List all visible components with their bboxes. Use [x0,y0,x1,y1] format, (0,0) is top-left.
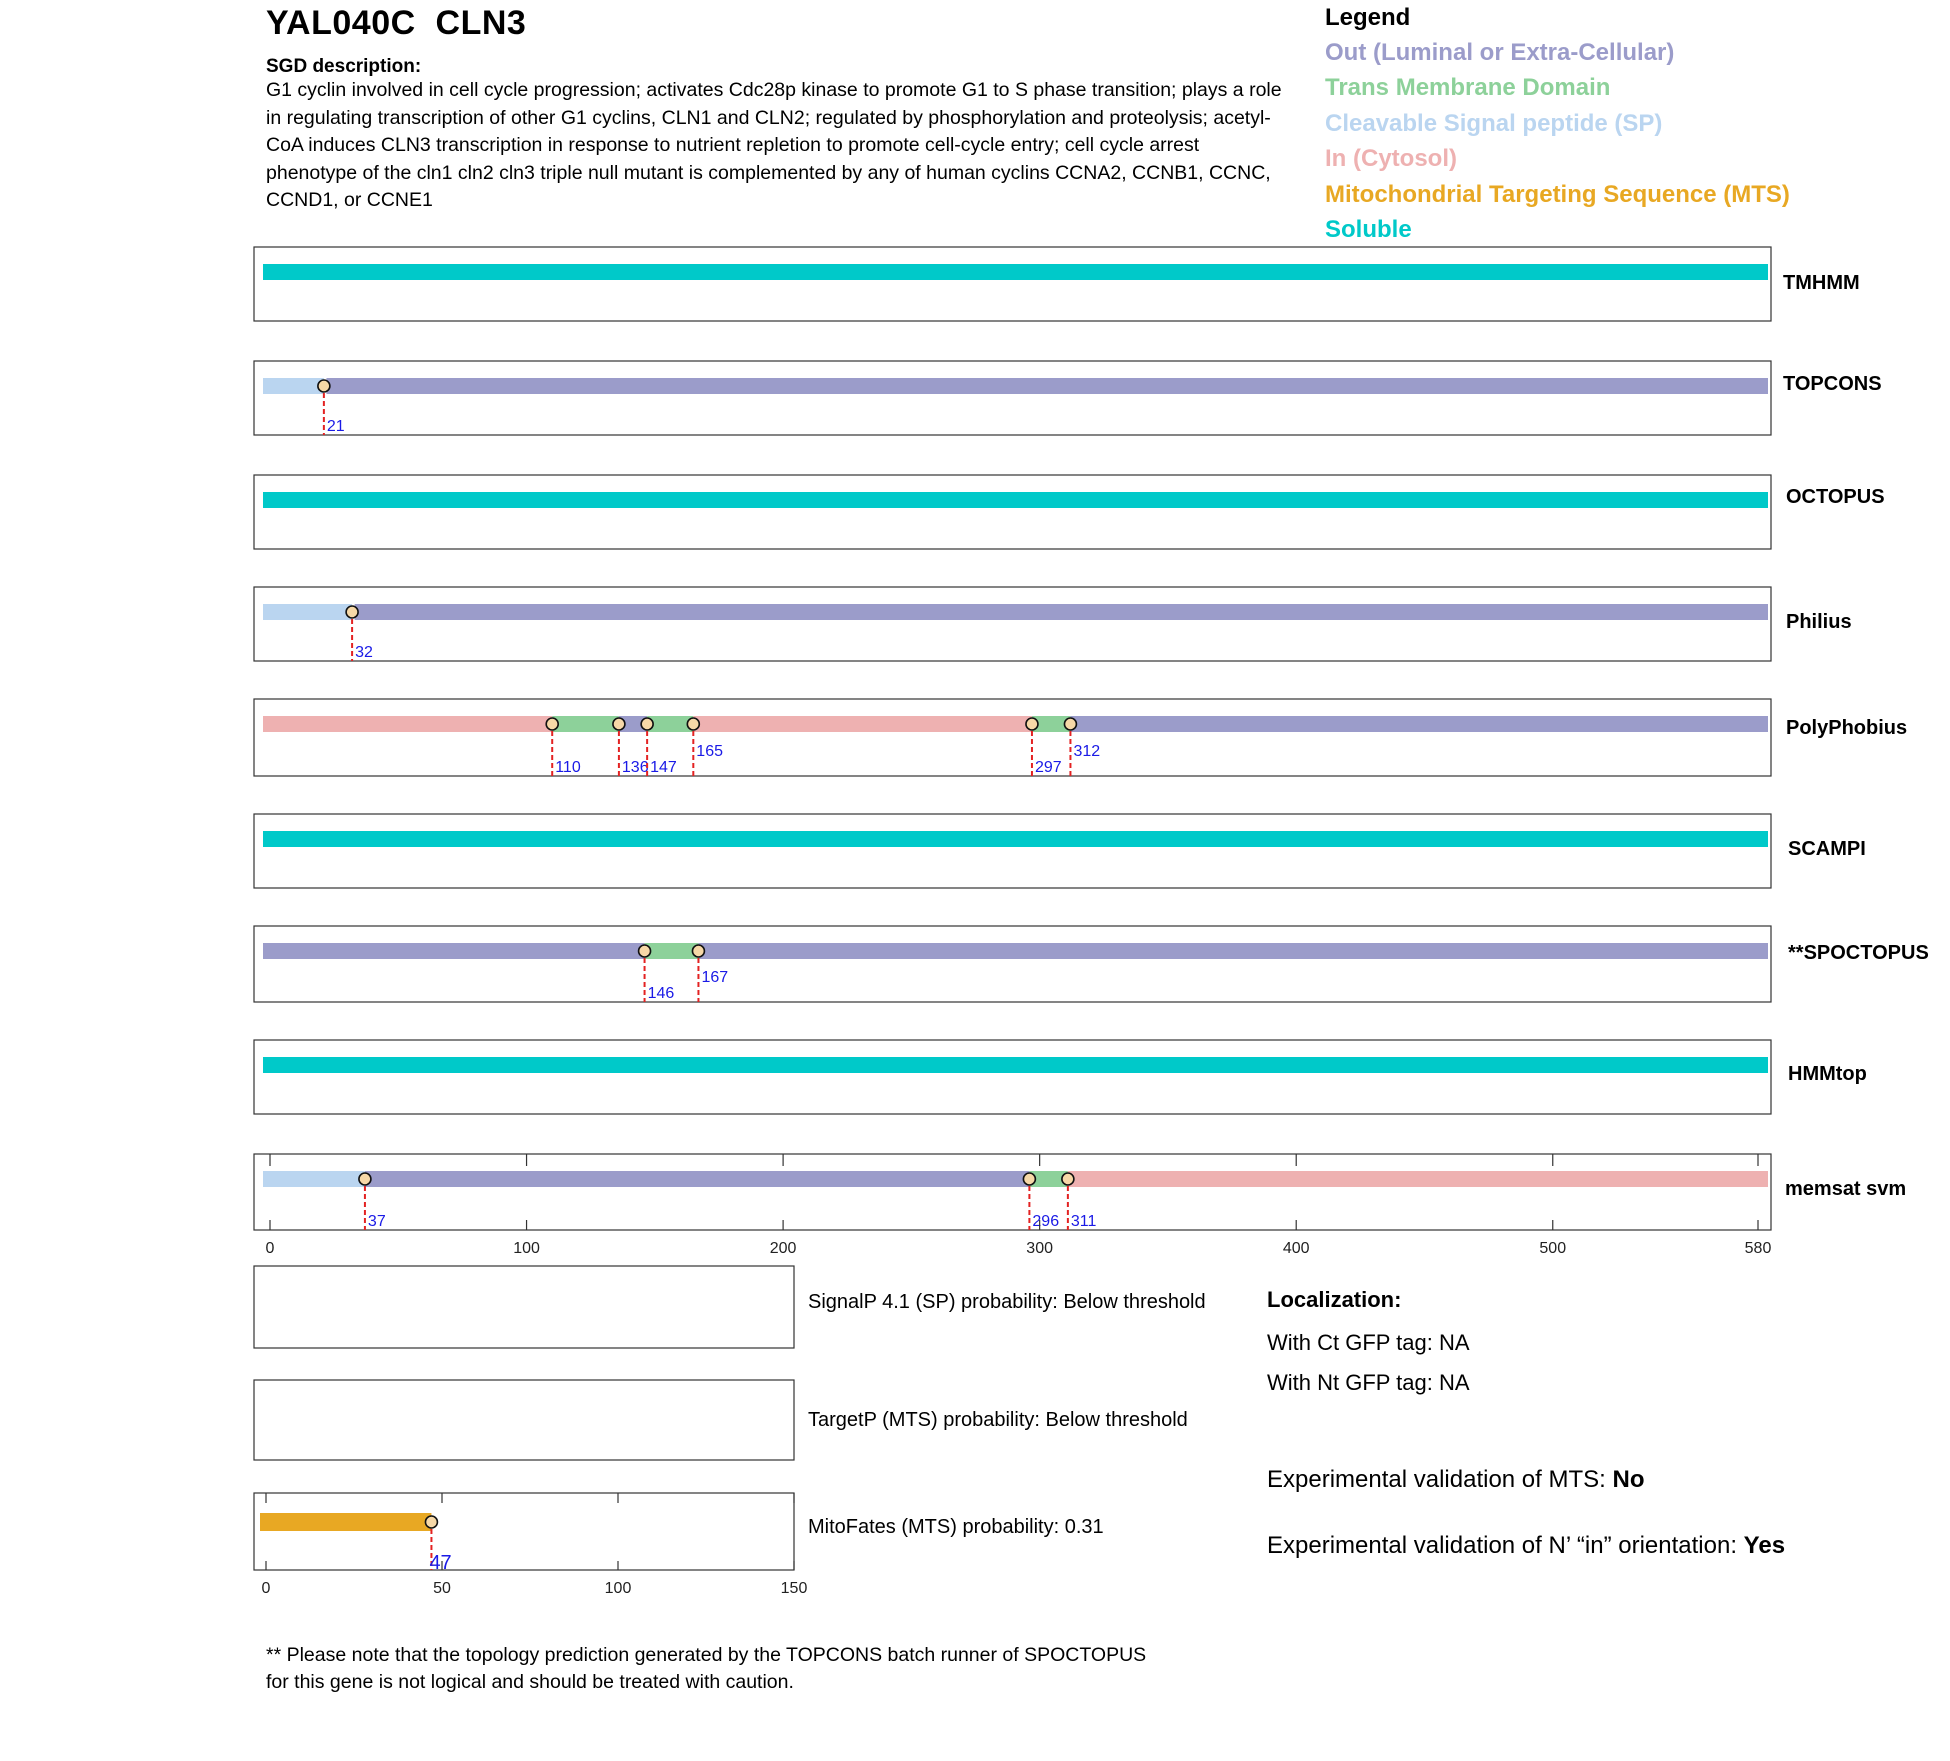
signalp-label: SignalP 4.1 (SP) probability: Below threshold [808,1291,1206,1313]
mts-validation [1267,1466,1644,1494]
track-3-segment-1 [263,492,1768,508]
track-5-boundary-label-5: 297 [1034,759,1062,776]
track-9-boundary-marker-3 [1062,1173,1074,1185]
track-7-boundary-marker-1 [639,945,651,957]
x-tick-label-4: 300 [1026,1240,1054,1257]
small-tick-label-2: 50 [433,1580,451,1597]
track-7-segment-2 [645,943,699,959]
mts-validation-value: No [1612,1466,1645,1493]
legend-item-tm: Trans Membrane Domain [1325,74,1611,101]
orientation-validation [1267,1532,1785,1560]
track-6-frame [254,814,1771,888]
track-5-segment-1 [263,716,552,732]
x-tick-label-6: 500 [1539,1240,1567,1257]
track-5-segment-2 [552,716,619,732]
track-4-segment-1 [263,604,352,620]
track-5-boundary-marker-4 [687,718,699,730]
track-8-segment-1 [263,1057,1768,1073]
track-7-frame [254,926,1771,1002]
track-label-scampi: SCAMPI [1788,838,1866,860]
track-4-boundary-marker-1 [346,606,358,618]
legend-item-out: Out (Luminal or Extra-Cellular) [1325,39,1675,66]
track-5-boundary-label-2: 136 [621,759,649,776]
localization-ct: With Ct GFP tag: NA [1267,1330,1470,1355]
track-7-segment-1 [263,943,645,959]
legend-item-sp: Cleavable Signal peptide (SP) [1325,110,1663,137]
track-label-memsat: memsat svm [1785,1178,1907,1200]
track-2-segment-2 [326,378,1768,394]
track-label-spoctopus: **SPOCTOPUS [1788,942,1929,964]
track-label-octopus: OCTOPUS [1786,486,1885,508]
prob-track-3-frame [254,1493,794,1570]
track-9-boundary-label-1: 37 [367,1213,386,1230]
legend-item-in: In (Cytosol) [1325,145,1457,172]
prob-track-3-boundary-marker-1 [425,1516,437,1528]
small-tick-label-1: 0 [261,1580,271,1597]
prob-track-3-boundary-label-1: 47 [429,1552,452,1574]
description-heading: SGD description: [266,56,422,77]
track-label-hmmtop: HMMtop [1788,1063,1867,1085]
mts-validation-prefix: Experimental validation of MTS: [1267,1466,1613,1493]
track-3-frame [254,475,1771,549]
track-5-frame [254,699,1771,776]
track-label-philius: Philius [1786,611,1852,633]
track-5-boundary-marker-3 [641,718,653,730]
track-5-segment-4 [647,716,693,732]
x-tick-label-5: 400 [1282,1240,1310,1257]
track-2-segment-1 [263,378,324,394]
track-5-boundary-marker-1 [546,718,558,730]
prob-track-3-segment-1 [260,1513,431,1531]
track-7-boundary-label-1: 146 [647,985,675,1002]
mitofates-label: MitoFates (MTS) probability: 0.31 [808,1516,1104,1538]
footnote: ** Please note that the topology prediction generated by the TOPCONS batch runner of SPOCTOPUS for this gene is not logical and should be treated with caution. [266,1644,1147,1693]
track-5-boundary-marker-6 [1064,718,1076,730]
track-9-boundary-label-2: 296 [1032,1213,1060,1230]
track-5-boundary-label-3: 147 [650,759,677,776]
track-2-frame [254,361,1771,435]
track-5-boundary-marker-5 [1026,718,1038,730]
track-5-boundary-label-1: 110 [555,759,581,776]
gene-title: YAL040C CLN3 [266,4,527,42]
prob-track-1-frame [254,1266,794,1348]
track-4-segment-2 [355,604,1768,620]
track-5-segment-5 [693,716,1032,732]
legend-item-soluble: Soluble [1325,216,1412,243]
track-1-segment-1 [263,264,1768,280]
track-6-segment-1 [263,831,1768,847]
track-2-boundary-label-1: 21 [326,418,345,435]
track-9-frame [254,1154,1771,1230]
orientation-validation-value: Yes [1743,1532,1786,1559]
track-5-segment-7 [1070,716,1768,732]
x-tick-label-7: 580 [1744,1240,1772,1257]
track-label-topcons: TOPCONS [1783,373,1882,395]
orientation-validation-prefix: Experimental validation of N’ “in” orientation: [1267,1532,1744,1559]
x-tick-label-1: 0 [265,1240,275,1257]
track-4-frame [254,587,1771,661]
track-9-boundary-marker-2 [1023,1173,1035,1185]
track-7-boundary-marker-2 [692,945,704,957]
track-9-boundary-marker-1 [359,1173,371,1185]
track-7-segment-3 [698,943,1768,959]
targetp-label: TargetP (MTS) probability: Below threshold [808,1409,1188,1431]
track-label-tmhmm: TMHMM [1783,272,1860,294]
track-4-boundary-label-1: 32 [355,644,373,661]
track-1-frame [254,247,1771,321]
track-7-boundary-label-2: 167 [701,969,729,986]
localization-nt: With Nt GFP tag: NA [1267,1370,1470,1395]
track-9-segment-4 [1068,1171,1768,1187]
track-label-polyphobius: PolyPhobius [1786,717,1908,739]
track-5-boundary-marker-2 [613,718,625,730]
track-9-boundary-label-3: 311 [1070,1213,1097,1230]
track-2-boundary-marker-1 [318,380,330,392]
legend-title: Legend [1325,4,1411,31]
description-text: G1 cyclin involved in cell cycle progression; activates Cdc28p kinase to promote G1 to S phase transition; plays a role in regulating transcription of other G1 cyclins, CLN1 and CLN2; regulated by phosphorylation and proteolysis; acetyl-CoA induces CLN3 transcription in response to nutrient repletion to promote cell-cycle entry; cell cycle arrest phenotype of the cln1 cln2 cln3 triple null mutant is complemented by any of human cyclins CCNA2, CCNB1, CCNC, CCND1, or CCNE1 [266,79,1282,211]
x-tick-label-3: 200 [769,1240,797,1257]
track-9-segment-1 [263,1171,365,1187]
localization-heading: Localization: [1267,1287,1402,1312]
track-9-segment-2 [365,1171,1029,1187]
track-8-frame [254,1040,1771,1114]
track-5-boundary-label-6: 312 [1073,743,1101,760]
prob-track-2-frame [254,1380,794,1460]
legend-item-mts: Mitochondrial Targeting Sequence (MTS) [1325,181,1790,208]
x-tick-label-2: 100 [513,1240,540,1257]
track-5-boundary-label-4: 165 [696,743,724,760]
small-tick-label-4: 150 [780,1580,808,1597]
small-tick-label-3: 100 [604,1580,632,1597]
